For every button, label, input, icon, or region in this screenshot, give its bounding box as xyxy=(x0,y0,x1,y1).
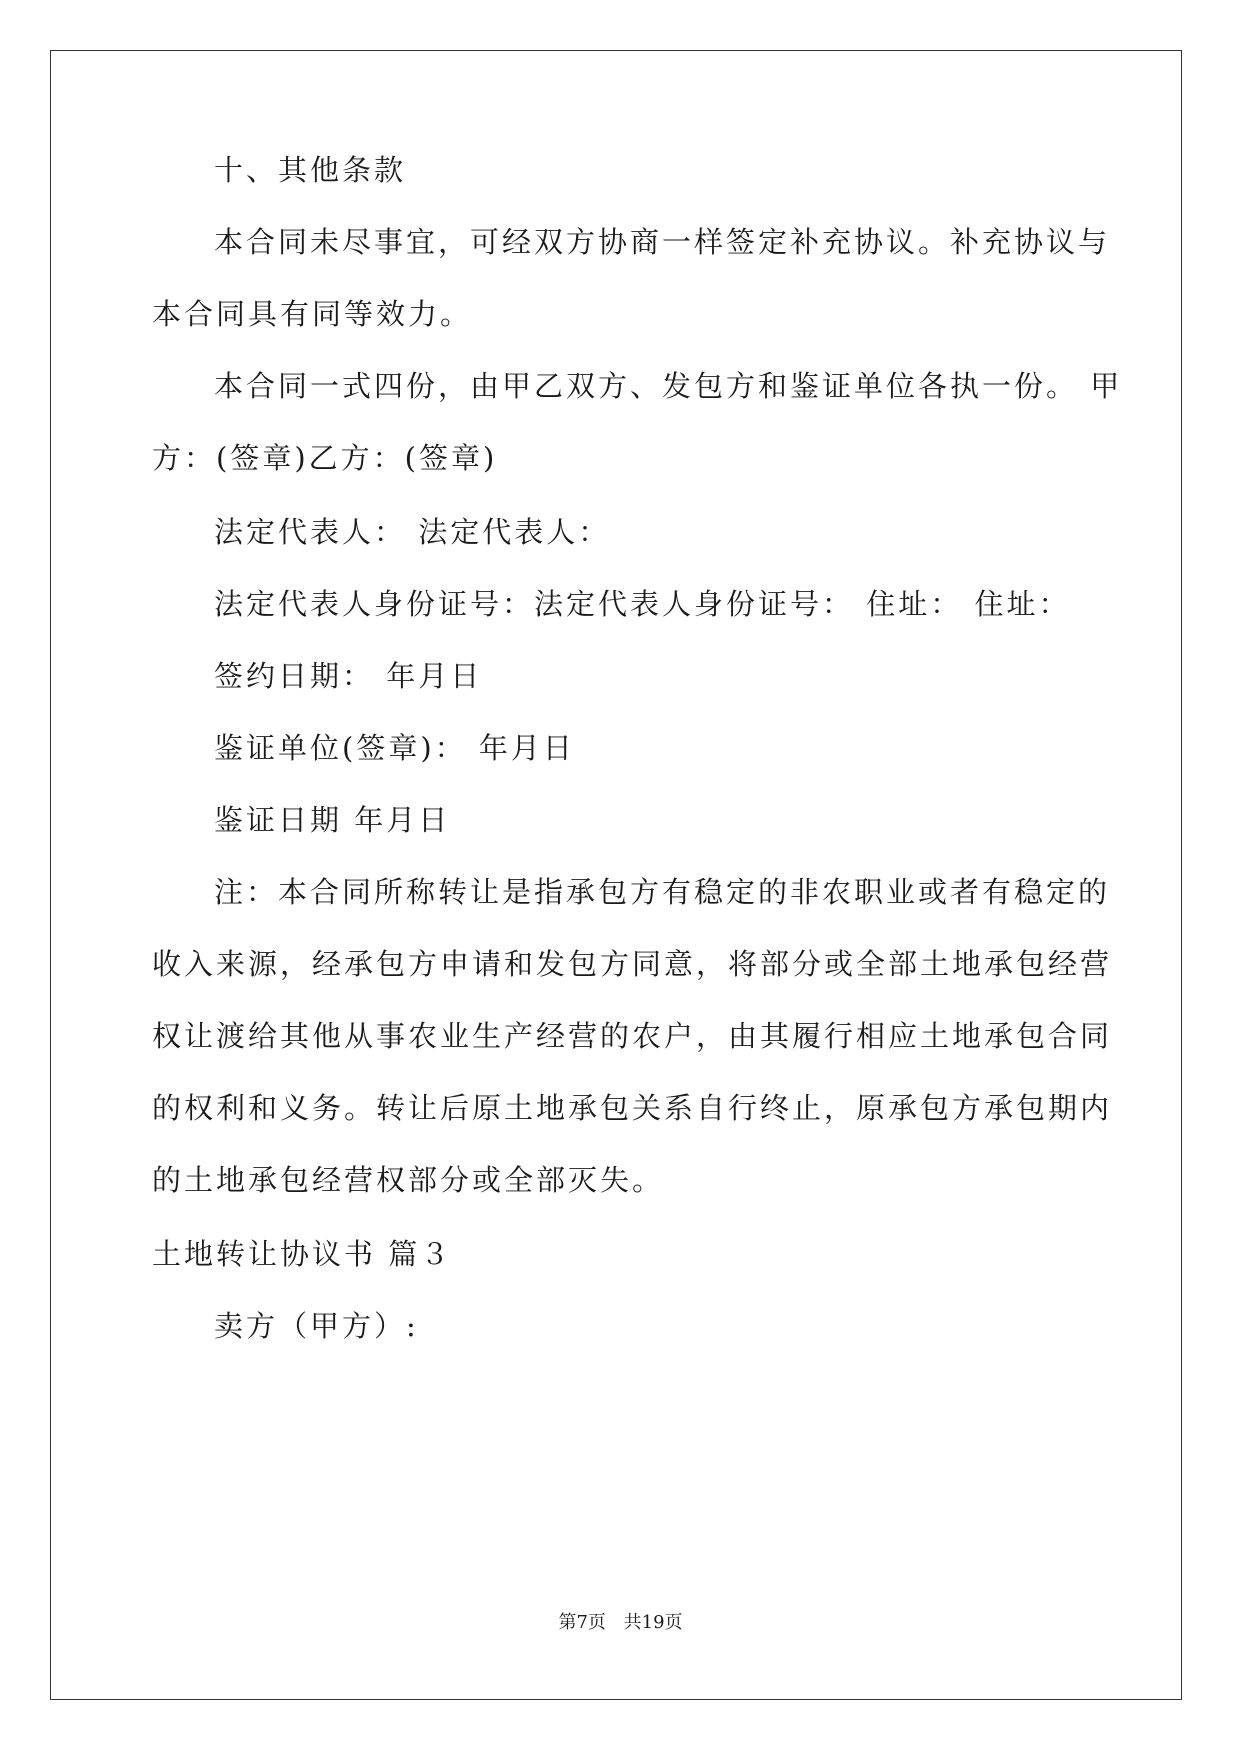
date-field-line: 签约日期： 年月日 xyxy=(214,659,483,693)
section-heading: 十、其他条款 xyxy=(214,153,407,187)
paragraph-line: 本合同一式四份，由甲乙双方、发包方和鉴证单位各执一份。 甲 xyxy=(214,369,1123,403)
section-title: 土地转让协议书 篇３ xyxy=(152,1237,453,1271)
paragraph-line: 本合同未尽事宜，可经双方协商一样签定补充协议。补充协议与 xyxy=(214,225,1111,259)
note-line: 收入来源，经承包方申请和发包方同意，将部分或全部土地承包经营 xyxy=(152,947,1113,981)
note-line: 的权利和义务。转让后原土地承包关系自行终止，原承包方承包期内 xyxy=(152,1091,1113,1125)
page-number: 第7页 xyxy=(558,1612,606,1633)
signature-field-line: 法定代表人： 法定代表人： xyxy=(214,515,611,549)
date-field-line: 鉴证单位(签章)： 年月日 xyxy=(214,731,575,765)
page-footer xyxy=(0,1608,1241,1634)
signature-field-line: 法定代表人身份证号：法定代表人身份证号： 住址： 住址： xyxy=(214,587,1071,621)
party-line: 卖方（甲方）: xyxy=(214,1309,419,1343)
paragraph-line: 方：(签章)乙方：(签章) xyxy=(152,441,498,475)
date-field-line: 鉴证日期 年月日 xyxy=(214,803,451,837)
note-line: 的土地承包经营权部分或全部灭失。 xyxy=(152,1163,665,1197)
paragraph-line: 本合同具有同等效力。 xyxy=(152,297,473,331)
note-line: 注：本合同所称转让是指承包方有稳定的非农职业或者有稳定的 xyxy=(214,875,1111,909)
page-total: 共19页 xyxy=(623,1612,683,1633)
note-line: 权让渡给其他从事农业生产经营的农户，由其履行相应土地承包合同 xyxy=(152,1019,1113,1053)
